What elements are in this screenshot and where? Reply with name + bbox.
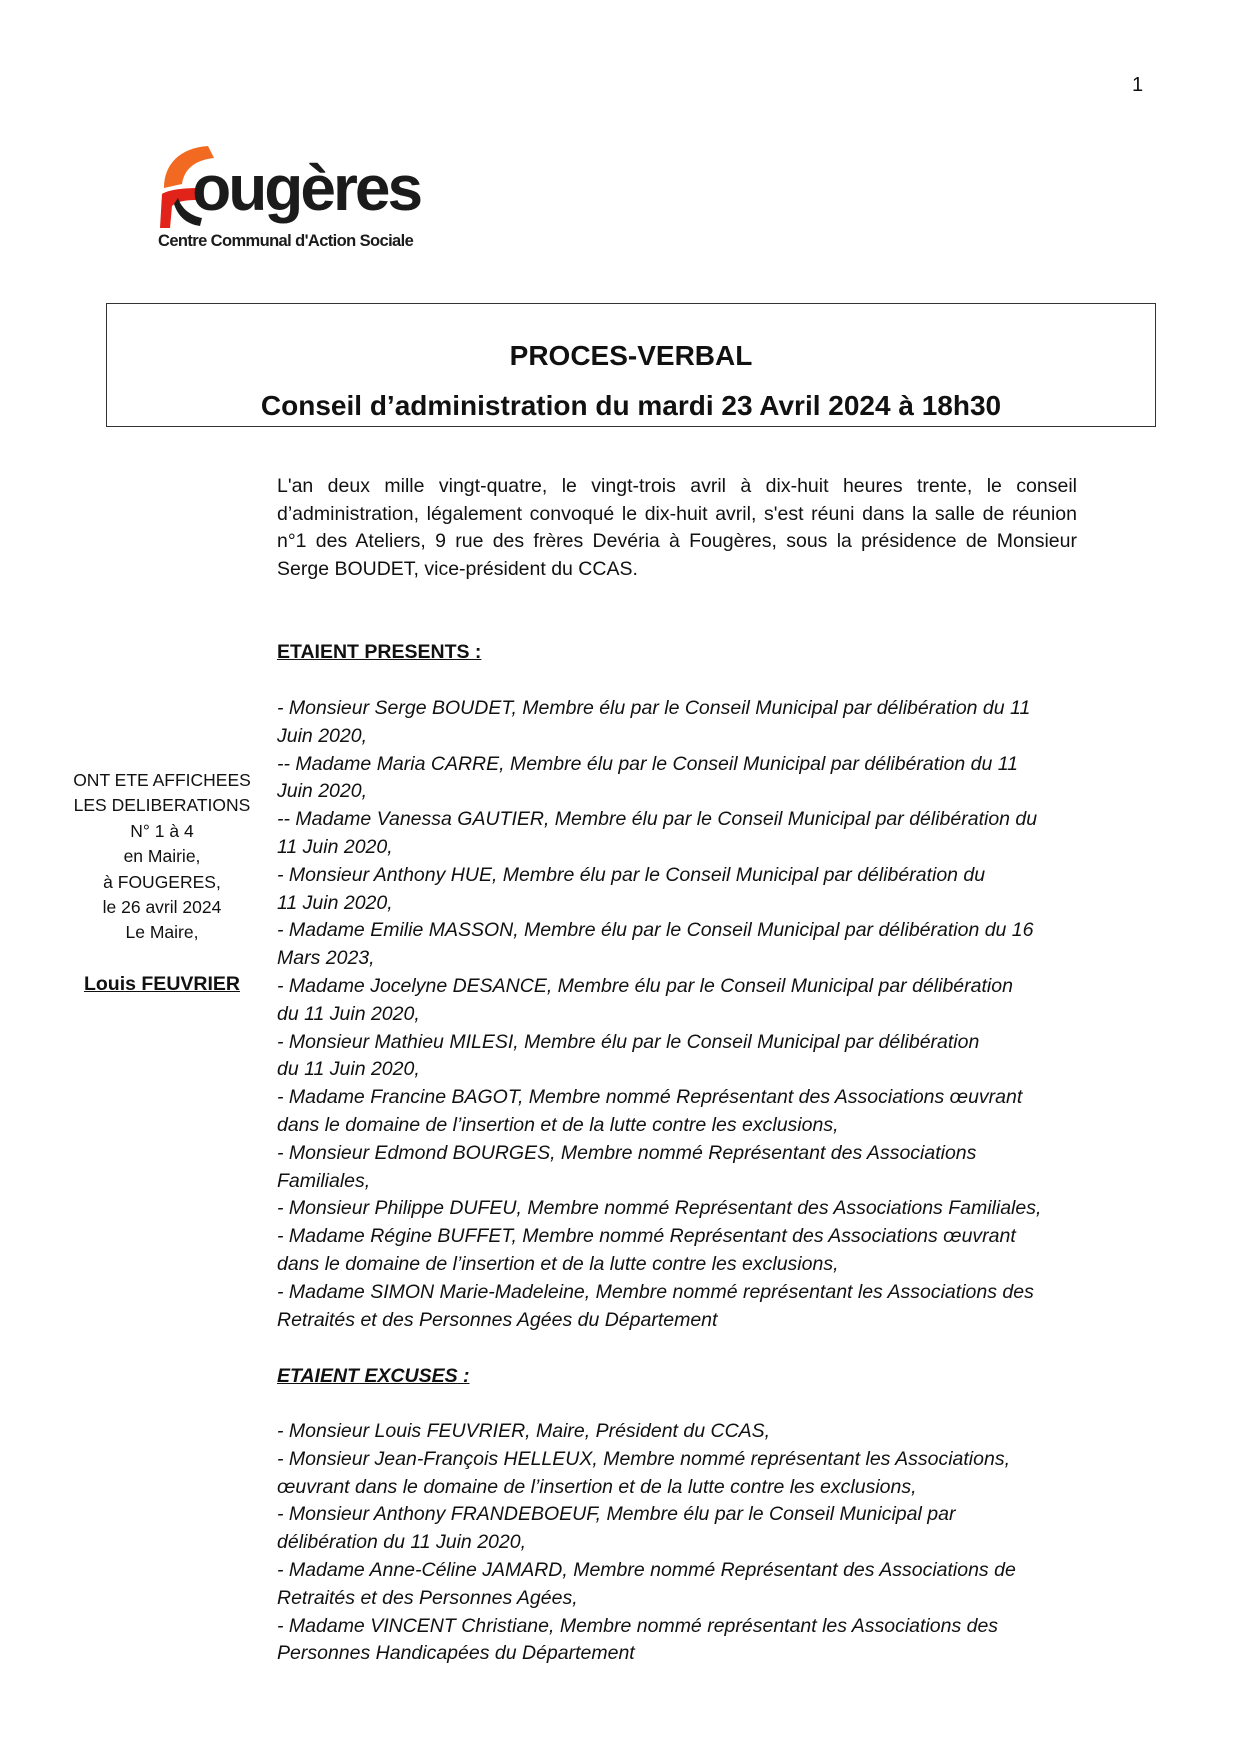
document-subtitle: Conseil d’administration du mardi 23 Avril 2024 à 18h30 (260, 390, 1002, 421)
excused-heading (277, 1362, 470, 1390)
page-number: 1 (1132, 74, 1144, 96)
list-item: - Madame Emilie MASSON, Membre élu par le Conseil Municipal par délibération du 16 Mars 2023, (277, 919, 1034, 970)
main-content (277, 473, 1077, 1665)
present-heading-text: ETAIENT PRESENTS (277, 641, 470, 663)
list-item: - Monsieur Philippe DUFEU, Membre nommé Représentant des Associations Familiales, (277, 1197, 1042, 1220)
list-item: - Monsieur Jean-François HELLEUX, Membre nommé représentant les Associations, œuvrant dans le domaine de l’insertion et de la lutte contre les exclusions, (277, 1447, 1010, 1498)
posting-note-line: LES DELIBERATIONS (73, 795, 251, 816)
ccas-logo (158, 140, 448, 258)
title-box (106, 303, 1156, 427)
posting-note-line: N° 1 à 4 (130, 820, 194, 841)
list-item: -- Madame Maria CARRE, Membre élu par le Conseil Municipal par délibération du 11 Juin 2020, (277, 752, 1018, 803)
posting-note (72, 768, 252, 997)
excused-list (277, 1418, 1097, 1668)
list-item: - Madame Régine BUFFET, Membre nommé Représentant des Associations œuvrant dans le domaine de l’insertion et de la lutte contre les exclusions, (277, 1225, 1016, 1275)
list-item: - Monsieur Mathieu MILESI, Membre élu par le Conseil Municipal par délibération du 11 Juin 2020, (277, 1030, 980, 1081)
posting-note-line: en Mairie, (123, 846, 201, 867)
posting-note-line: ONT ETE AFFICHEES (73, 770, 251, 790)
list-item: - Madame VINCENT Christiane, Membre nommé représentant les Associations des Personnes Handicapées du Département (277, 1614, 999, 1665)
list-item: - Madame SIMON Marie-Madeleine, Membre nommé représentant les Associations des Retraités et des Personnes Agées du Département (277, 1280, 1034, 1331)
document-title: PROCES-VERBAL (509, 340, 753, 371)
logo-wordmark-text: ougères (192, 152, 421, 224)
list-item: - Monsieur Serge BOUDET, Membre élu par le Conseil Municipal par délibération du 11 Juin 2020, (277, 697, 1031, 747)
list-item: - Monsieur Anthony HUE, Membre élu par le Conseil Municipal par délibération du 11 Juin 2020, (277, 863, 986, 914)
mayor-signature-name: Louis FEUVRIER (83, 972, 240, 995)
logo-wordmark (158, 140, 420, 236)
excused-heading-colon: : (457, 1365, 470, 1387)
posting-note-line: le 26 avril 2024 (102, 897, 222, 918)
present-list (277, 695, 1097, 1334)
posting-note-line: à FOUGERES, (103, 871, 221, 892)
list-item: -- Madame Vanessa GAUTIER, Membre élu par le Conseil Municipal par délibération du 11 Juin 2020, (277, 808, 1038, 858)
list-item: - Madame Francine BAGOT, Membre nommé Représentant des Associations œuvrant dans le domaine de l’insertion et de la lutte contre les exclusions, (277, 1086, 1023, 1136)
list-item: - Monsieur Louis FEUVRIER, Maire, Président du CCAS, (277, 1420, 771, 1442)
present-heading (277, 638, 481, 666)
list-item: - Monsieur Anthony FRANDEBOEUF, Membre élu par le Conseil Municipal par délibération du 11 Juin 2020, (277, 1503, 956, 1554)
intro-paragraph: L'an deux mille vingt-quatre, le vingt-trois avril à dix-huit heures trente, le conseil d’administration, légalement convoqué le dix-huit avril, s'est réuni dans la salle de réunion n°1 des Ateliers, 9 rue des frères Devéria à Fougères, sous la présidence de Monsieur Serge BOUDET, vice-président du CCAS. (277, 475, 1077, 581)
present-heading-colon: : (469, 641, 482, 663)
logo-tagline: Centre Communal d'Action Sociale (158, 232, 414, 250)
excused-heading-text: ETAIENT EXCUSES (277, 1365, 458, 1387)
posting-note-line: Le Maire, (125, 922, 199, 943)
list-item: - Madame Jocelyne DESANCE, Membre élu par le Conseil Municipal par délibération du 11 Juin 2020, (277, 974, 1013, 1025)
list-item: - Madame Anne-Céline JAMARD, Membre nommé Représentant des Associations de Retraités et des Personnes Agées, (277, 1558, 1016, 1609)
list-item: - Monsieur Edmond BOURGES, Membre nommé Représentant des Associations Familiales, (277, 1141, 977, 1192)
